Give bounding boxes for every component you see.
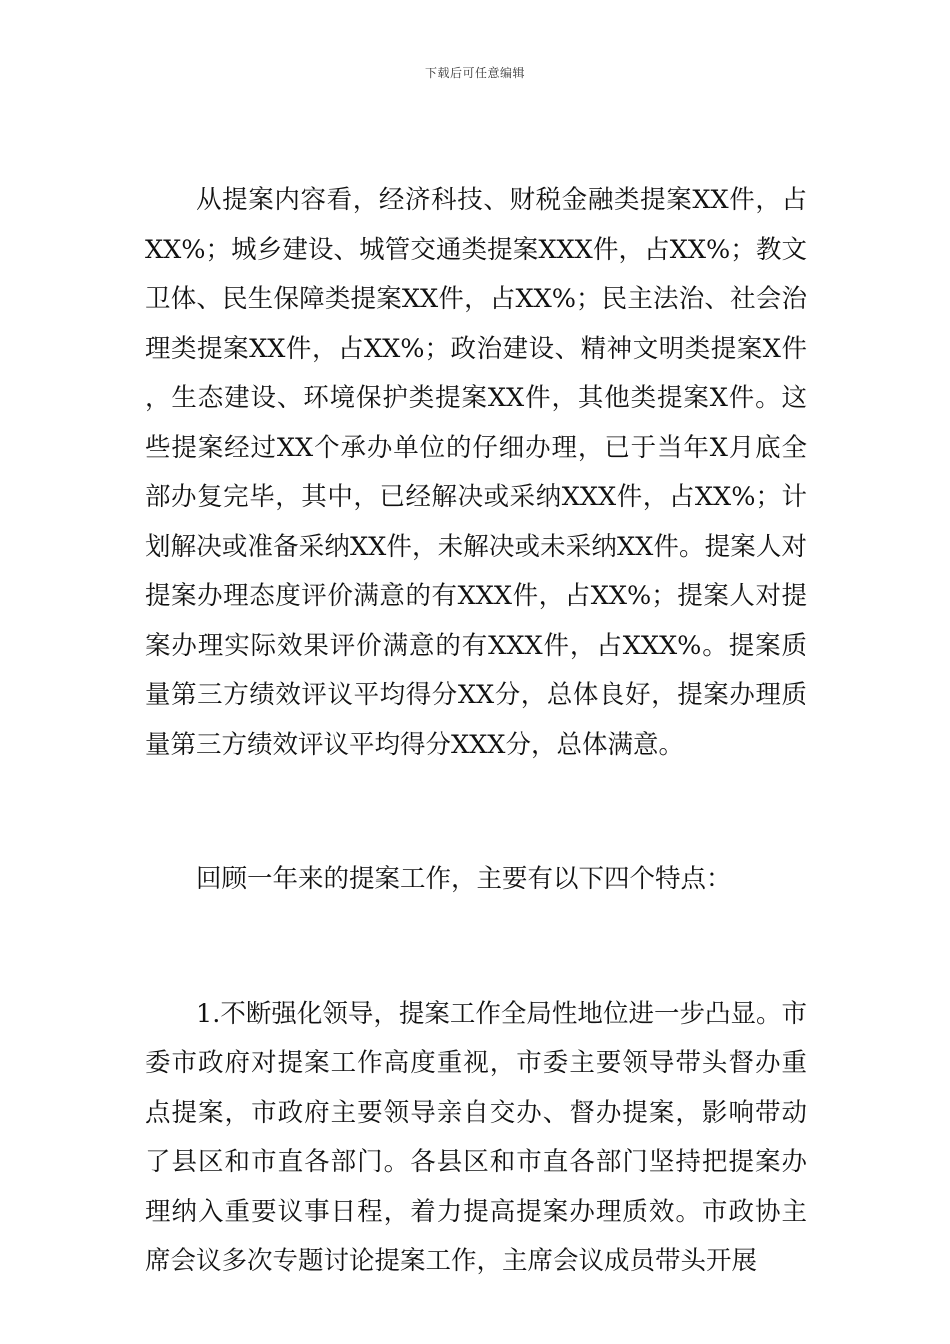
document-body	[145, 176, 807, 1287]
page-header-note: 下载后可任意编辑	[424, 66, 525, 80]
paragraph-review-intro: 回顾一年来的提案工作，主要有以下四个特点：	[196, 864, 732, 894]
paragraph-proposal-statistics: 从提案内容看，经济科技、财税金融类提案XX件，占XX%；城乡建设、城管交通类提案XXX件，占XX%；教文卫体、民生保障类提案XX件，占XX%；民主法治、社会治理类提案XX件，占XX%；政治建设、精神文明类提案X件，生态建设、环境保护类提案XX件，其他类提案X件。这些提案经过XX个承办单位的仔细办理，已于当年X月底全部办复完毕，其中，已经解决或采纳XXX件，占XX%；计划解决或准备采纳XX件，未解决或未采纳XX件。提案人对提案办理态度评价满意的有XXX件，占XX%；提案人对提案办理实际效果评价满意的有XXX件，占XXX%。提案质量第三方绩效评议平均得分XX分，总体良好，提案办理质量第三方绩效评议平均得分XXX分，总体满意。	[145, 185, 807, 760]
paragraph-point-one: 1.不断强化领导，提案工作全局性地位进一步凸显。市委市政府对提案工作高度重视，市委主要领导带头督办重点提案，市政府主要领导亲自交办、督办提案，影响带动了县区和市直各部门。各县区和市直各部门坚持把提案办理纳入重要议事日程，着力提高提案办理质效。市政协主席会议多次专题讨论提案工作，主席会议成员带头开展	[145, 998, 807, 1276]
